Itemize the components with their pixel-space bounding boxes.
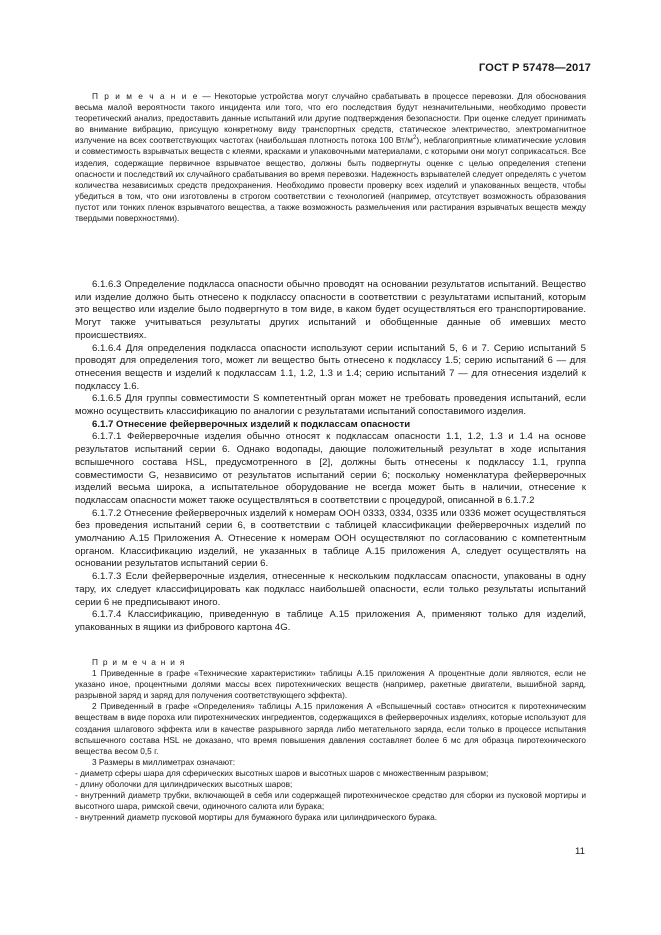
- paragraph-6-1-7-1: 6.1.7.1 Фейерверочные изделия обычно относят к подклассам опасности 1.1, 1.2, 1.3 и 1.4 на основе результатов испытаний серии 6. Однако водопады, дающие положительный результат в ходе испытания вспышечного состава HSL, предусмотренного в [2], должны быть отнесены к подклассу 1.1, группа совместимости G, независимо от результатов испытаний серии 6; поскольку номенклатура фейерверочных изделий весьма широка, а испытательное оборудование не всегда может быть в наличии, отнесение к подклассам опасности может также осуществляться в соответствии с процедурой, описанной в 6.1.7.2: [75, 431, 586, 506]
- paragraph-6-1-6-4: 6.1.6.4 Для определения подкласса опасности используют серии испытаний 5, 6 и 7. Серию испытаний 5 проводят для определения того, может ли вещество быть отнесено к подклассу 1.5; серию испытаний 6 — для отнесения веществ и изделий к подклассам 1.1, 1.2, 1.3 и 1.4; серию испытаний 7 — для отнесения изделий к подклассу 1.6.: [75, 342, 586, 392]
- main-text: [75, 279, 586, 635]
- list-item: - диаметр сферы шара для сферических высотных шаров и высотных шаров с множественным разрывом;: [75, 767, 489, 778]
- paragraph-6-1-6-5: 6.1.6.5 Для группы совместимости S компетентный орган может не требовать проведения испытаний, если можно осуществить классификацию по аналогии с результатами испытаний сопоставимого изделия.: [75, 393, 586, 418]
- note-block: [75, 91, 586, 224]
- list-item: - внутренний диаметр пусковой мортиры для бумажного бурака или цилиндрического бурака.: [75, 812, 438, 823]
- list-item: - длину оболочки для цилиндрических высотных шаров;: [75, 779, 293, 790]
- paragraph-6-1-7-3: 6.1.7.3 Если фейерверочные изделия, отнесенные к нескольким подклассам опасности, упакованы в одну тару, их следует классифицировать как подкласс наибольшей опасности, если только результаты испытаний серии 6 не предписывают иного.: [75, 571, 586, 608]
- page-number: 11: [575, 846, 585, 857]
- note-paragraph: П р и м е ч а н и е — Некоторые устройства могут случайно срабатывать в процессе перевозки. Для обоснования весьма малой вероятности такого инцидента или того, что его последствия будут незначительными, необходимо провести теоретический анализ, предоставить данные испытаний или другие подтверждения безопасности. При оценке следует принимать во внимание вибрацию, присущую конкретному виду транспортных средств, статическое электричество, электромагнитное излучение на всех соответствующих частотах (наибольшая плотность потока 100 $Вт/м^2$), неблагоприятные климатические условия и совместимость взрывчатых веществ с клеями, красками и упаковочными материалами, с которыми они могут соприкасаться. Все изделия, содержащие первичное взрывчатое вещество, должны быть подвергнуты оценке с целью определения степени опасности и последствий их случайного срабатывания во время перевозки. Надежность взрывателей следует определять с учетом количества независимых средств предохранения. Необходимо провести проверку всех изделий и упакованных веществ, чтобы убедиться в том, что они изготовлены в строгом соответствии с технологией (например, отсутствует возможность образования пустот или тонких пленок взрывчатого вещества, а также возможность размельчения или растирания взрывчатых веществ между твердыми поверхностями).: [75, 91, 587, 224]
- list-item: - внутренний диаметр трубки, включающей в себя или содержащей пиротехническое средство для сборки из пусковой мортиры и высотного шара, римской свечи, одиночного салюта или бурака;: [75, 790, 586, 812]
- paragraph-6-1-7-4: 6.1.7.4 Классификацию, приведенную в таблице А.15 приложения А, применяют только для изделий, упакованных в ящики из фибрового картона 4G.: [75, 609, 586, 633]
- standard-header: ГОСТ Р 57478—2017: [478, 62, 591, 74]
- note-1: 1 Приведенные в графе «Технические характеристики» таблицы А.15 приложения А процентные доли являются, если не указано иное, процентными долями массы всех пиротехнических веществ (например, ракетные двигатели, вышибной заряд, разрывной заряд и заряд для получения соответствующего эффекта).: [75, 668, 586, 701]
- note-2: 2 Приведенный в графе «Определения» таблицы А.15 приложения А «Вспышечный состав» относится к пиротехническим веществам в виде пороха или пиротехнических ингредиентов, содержащихся в фейерверочных изделиях, которые используют для создания шлагового эффекта или в качестве разрывного заряда либо метательного заряда, если только в процессе испытания вспышечного состава HSL не доказано, что время повышения давления составляет более 6 мс для образца пиротехнического вещества весом 0,5 г.: [75, 701, 586, 756]
- section-heading-6-1-7: 6.1.7 Отнесение фейерверочных изделий к подклассам опасности: [92, 418, 411, 430]
- notes-heading: П р и м е ч а н и я: [92, 657, 186, 667]
- paragraph-6-1-6-3: 6.1.6.3 Определение подкласса опасности обычно проводят на основании результатов испытаний. Вещество или изделие должно быть отнесено к подклассу опасности в соответствии с результатами испытаний, которым это вещество или изделие было подвергнуто в том виде, в каком будет осуществляться его транспортирование. Могут также учитываться результаты других испытаний и обобщенные данные об имевших место происшествиях.: [75, 279, 586, 341]
- notes-block: [75, 657, 586, 823]
- paragraph-6-1-7-2: 6.1.7.2 Отнесение фейерверочных изделий к номерам ООН 0333, 0334, 0335 или 0336 может осуществляться без проведения испытаний серии 6, в соответствии с таблицей классификации фейерверочных изделий по умолчанию А.15 Приложения А. Отнесение к номерам ООН осуществляют по согласованию с компетентным органом. Классификацию изделий, не указанных в таблице А.15 приложения А, следует осуществлять на основании результатов испытаний серии 6.: [75, 507, 586, 570]
- note-3: 3 Размеры в миллиметрах означают:: [92, 756, 236, 767]
- note-label: П р и м е ч а н и е: [92, 91, 199, 101]
